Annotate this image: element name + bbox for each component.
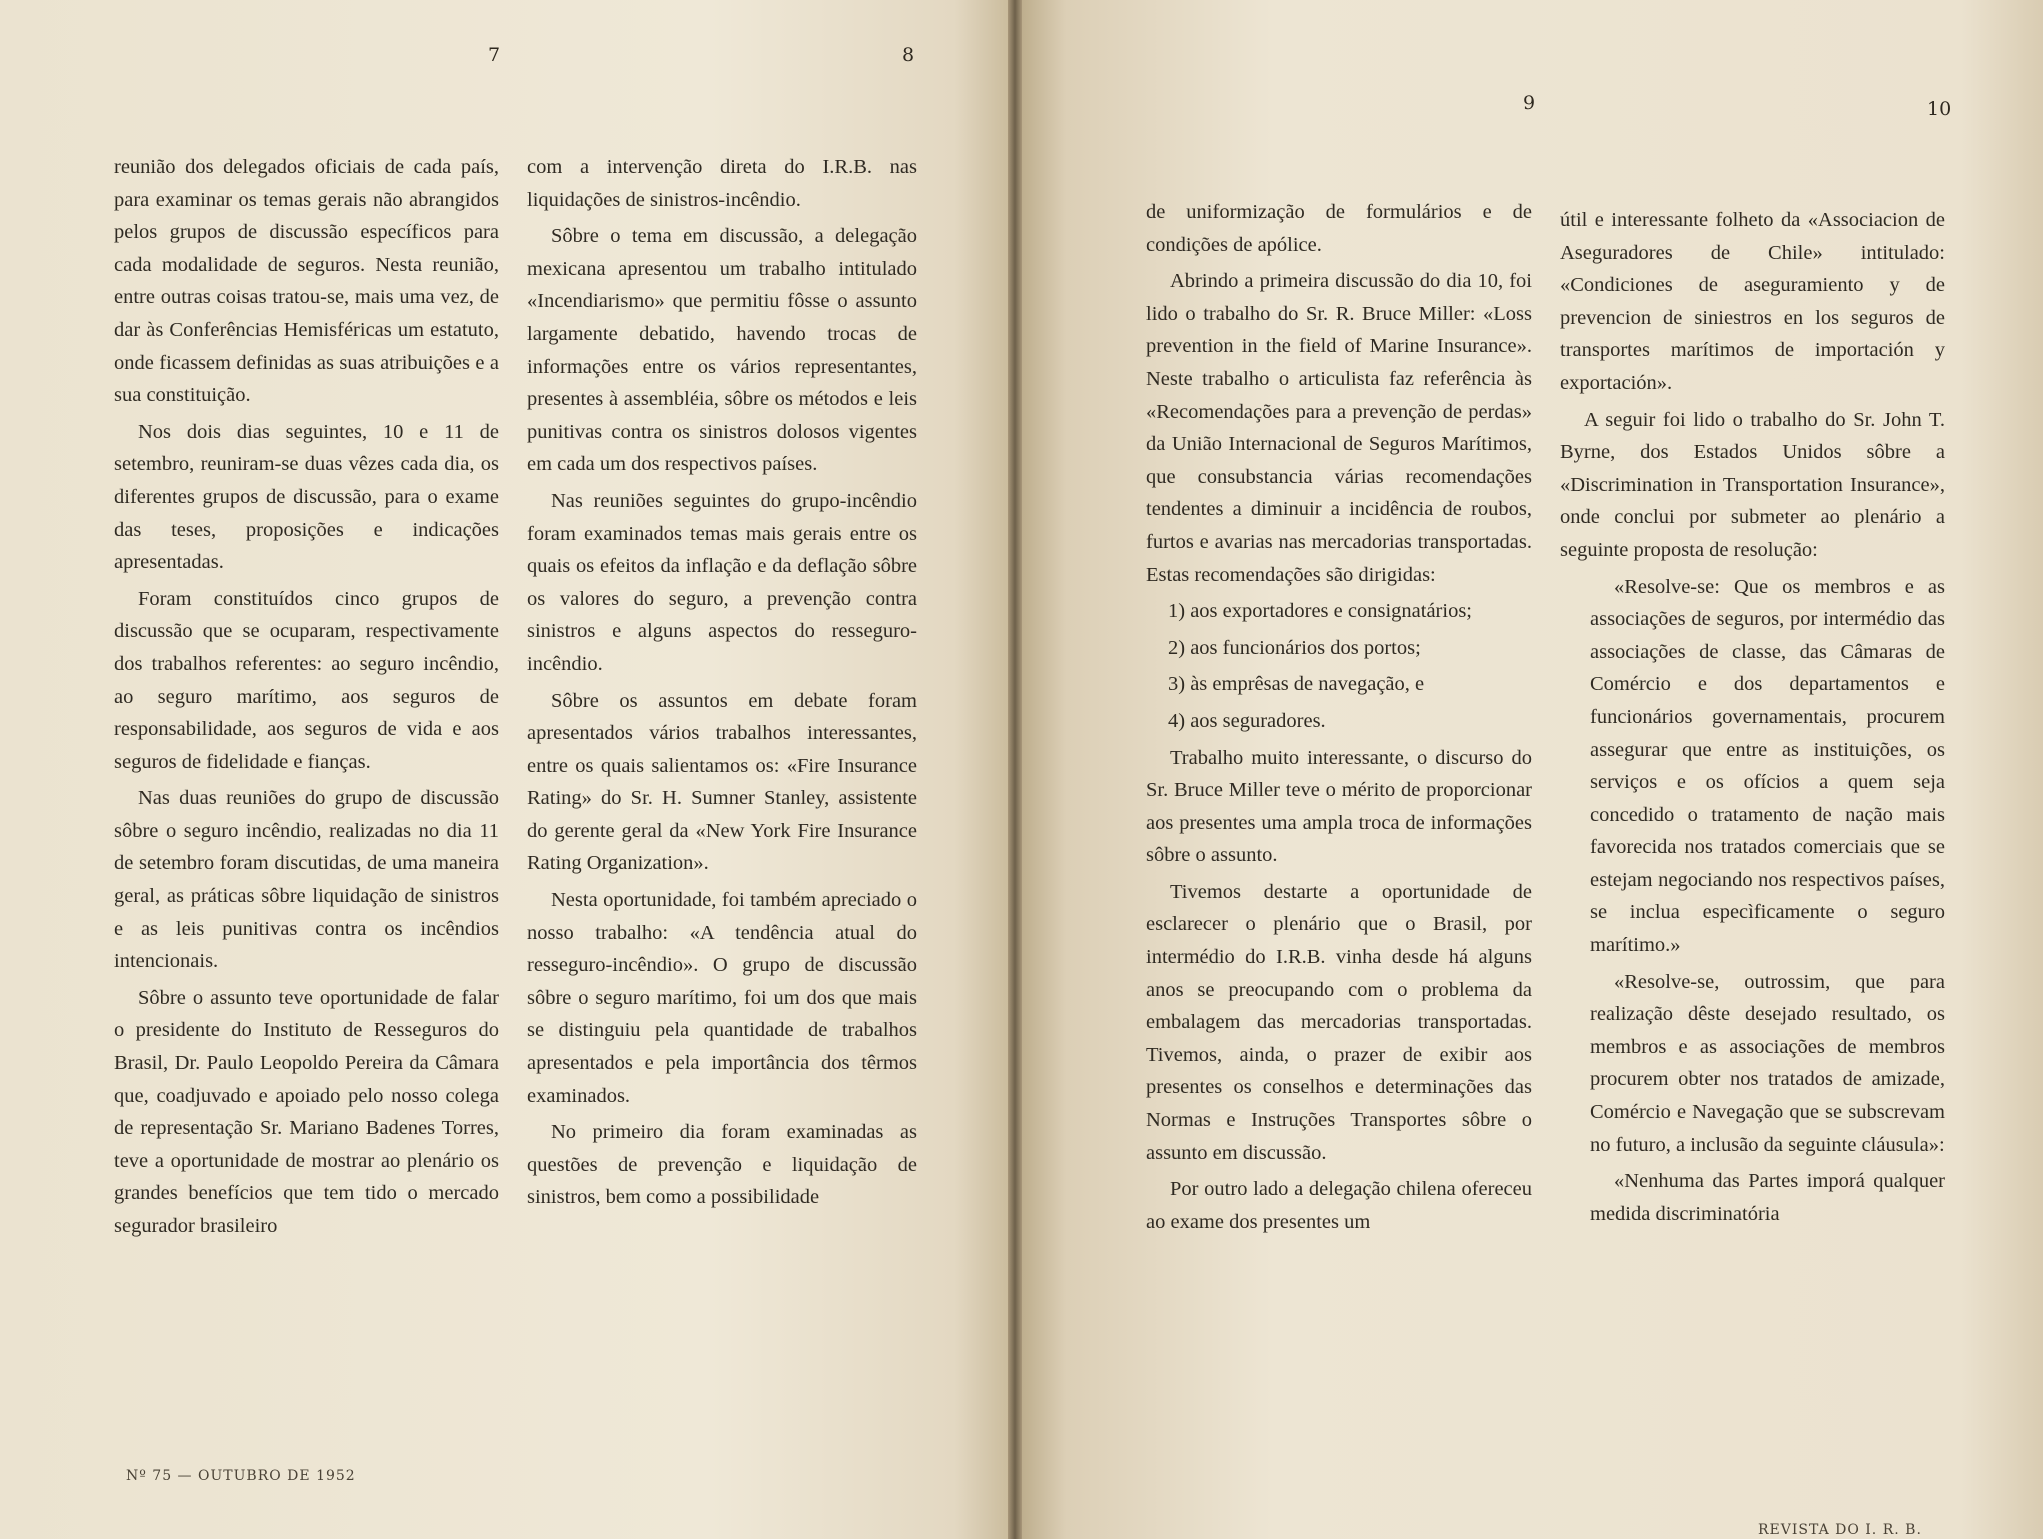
paragraph: Nos dois dias seguintes, 10 e 11 de setembro, reuniram-se duas vêzes cada dia, os diferentes grupos de discussão, para o exame das teses, proposições e indicações apresentadas.: [114, 420, 499, 574]
column-page-8: [527, 151, 917, 1218]
paragraph: Sôbre o assunto teve oportunidade de falar o presidente do Instituto de Resseguros do Brasil, Dr. Paulo Leopoldo Pereira da Câmara que, coadjuvado e apoiado pelo nosso colega de representação Sr. Mariano Badenes Torres, teve a oportunidade de mostrar ao plenário os grandes benefícios que tem tido o mercado segurador brasileiro: [114, 986, 499, 1237]
paragraph: Nesta oportunidade, foi também apreciado o nosso trabalho: «A tendência atual do resseguro-incêndio». O grupo de discussão sôbre o seguro marítimo, foi um dos que mais se distinguiu pela quantidade de trabalhos apresentados e pela importância dos têrmos examinados.: [527, 889, 917, 1107]
paragraph: Nas reuniões seguintes do grupo-incêndio foram examinados temas mais gerais entre os quais os efeitos da inflação e da deflação sôbre os valores do seguro, a prevenção contra sinistros e alguns aspectos do resseguro-incêndio.: [527, 489, 917, 675]
column-page-10: [1560, 204, 1945, 1234]
paragraph: de uniformização de formulários e de condições de apólice.: [1146, 201, 1532, 256]
paragraph: reunião dos delegados oficiais de cada país, para examinar os temas gerais não abrangidos pelos grupos de discussão específicos para cada modalidade de seguros. Nesta reunião, entre outras coisas tratou-se, mais uma vez, de dar às Conferências Hemisféricas um estatuto, onde ficassem definidas as suas atribuições e a sua constituição.: [114, 156, 499, 407]
paragraph: útil e interessante folheto da «Associacion de Aseguradores de Chile» intitulado: «Condiciones de aseguramiento y de prevencion de siniestros en los seguros de transportes marítimos de importación y exportación».: [1560, 209, 1945, 394]
column-page-7: [114, 151, 499, 1247]
paragraph: Trabalho muito interessante, o discurso do Sr. Bruce Miller teve o mérito de proporcionar aos presentes uma ampla troca de informações sôbre o assunto.: [1146, 746, 1532, 867]
paragraph: com a intervenção direta do I.R.B. nas liquidações de sinistros-incêndio.: [527, 156, 917, 211]
paragraph: Nas duas reuniões do grupo de discussão sôbre o seguro incêndio, realizadas no dia 11 de setembro foram discutidas, de uma maneira geral, as práticas sôbre liquidação de sinistros e as leis punitivas contra os incêndios intencionais.: [114, 787, 499, 973]
journal-footer: REVISTA DO I. R. B.: [1758, 1522, 1922, 1538]
paragraph: Sôbre o tema em discussão, a delegação mexicana apresentou um trabalho intitulado «Incendiarismo» que permitiu fôsse o assunto largamente debatido, havendo trocas de informações entre os vários representantes, presentes à assembléia, sôbre os métodos e leis punitivas contra os sinistros dolosos vigentes em cada um dos respectivos países.: [527, 225, 917, 476]
page-number-8: 8: [902, 44, 915, 66]
paragraph: Por outro lado a delegação chilena ofereceu ao exame dos presentes um: [1146, 1178, 1532, 1233]
paragraph: Abrindo a primeira discussão do dia 10, foi lido o trabalho do Sr. R. Bruce Miller: «Loss prevention in the field of Marine Insurance». Neste trabalho o articulista faz referência às «Recomendações para a prevenção de perdas» da União Internacional de Seguros Marítimos, que consubstancia várias recomendações tendentes a diminuir a incidência de roubos, furtos e avarias nas mercadorias transportadas. Estas recomendações são dirigidas:: [1146, 270, 1532, 586]
list-item: 3) às emprêsas de navegação, e: [1168, 673, 1425, 696]
paragraph: A seguir foi lido o trabalho do Sr. John T. Byrne, dos Estados Unidos sôbre a «Discrimination in Transportation Insurance», onde conclui por submeter ao plenário a seguinte proposta de resolução:: [1560, 408, 1945, 561]
page-number-9: 9: [1523, 92, 1536, 114]
column-page-9: [1146, 196, 1532, 1242]
page-number-7: 7: [488, 44, 501, 66]
binding-gutter: [1008, 0, 1022, 1539]
paragraph: Tivemos destarte a oportunidade de esclarecer o plenário que o Brasil, por intermédio do I.R.B. vinha desde há alguns anos se preocupando com o problema da embalagem das mercadorias transportadas. Tivemos, ainda, o prazer de exibir aos presentes os conselhos e determinações das Normas e Instruções Transportes sôbre o assunto em discussão.: [1146, 880, 1532, 1164]
list-item: 1) aos exportadores e consignatários;: [1168, 600, 1472, 623]
paragraph: Foram constituídos cinco grupos de discussão que se ocuparam, respectivamente dos trabalhos referentes: ao seguro incêndio, ao seguro marítimo, aos seguros de responsabilidade, aos seguros de vida e aos seguros de fidelidade e fianças.: [114, 587, 499, 773]
list-item: 2) aos funcionários dos portos;: [1168, 636, 1421, 659]
paragraph: «Nenhuma das Partes imporá qualquer medida discriminatória: [1590, 1170, 1945, 1225]
paragraph: «Resolve-se: Que os membros e as associações de seguros, por intermédio das associações de classe, das Câmaras de Comércio e dos departamentos e funcionários governamentais, procurem assegurar que entre as instituições, os serviços e os ofícios a quem seja concedido o tratamento de nação mais favorecida nos tratados comerciais que se estejam negociando nos respectivos países, se inclua especìficamente o seguro marítimo.»: [1590, 575, 1945, 957]
issue-footer: Nº 75 — OUTUBRO DE 1952: [126, 1468, 356, 1484]
paragraph: «Resolve-se, outrossim, que para realização dêste desejado resultado, os membros e as associações de membros procurem obter nos tratados de amizade, Comércio e Navegação que se subscrevam no futuro, a inclusão da seguinte cláusula»:: [1590, 970, 1945, 1156]
paragraph: No primeiro dia foram examinadas as questões de prevenção e liquidação de sinistros, bem como a possibilidade: [527, 1121, 917, 1209]
page-number-10: 10: [1927, 98, 1952, 120]
list-item: 4) aos seguradores.: [1168, 709, 1326, 732]
paragraph: Sôbre os assuntos em debate foram apresentados vários trabalhos interessantes, entre os quais salientamos os: «Fire Insurance Rating» do Sr. H. Sumner Stanley, assistente do gerente geral da «New York Fire Insurance Rating Organization».: [527, 689, 917, 875]
